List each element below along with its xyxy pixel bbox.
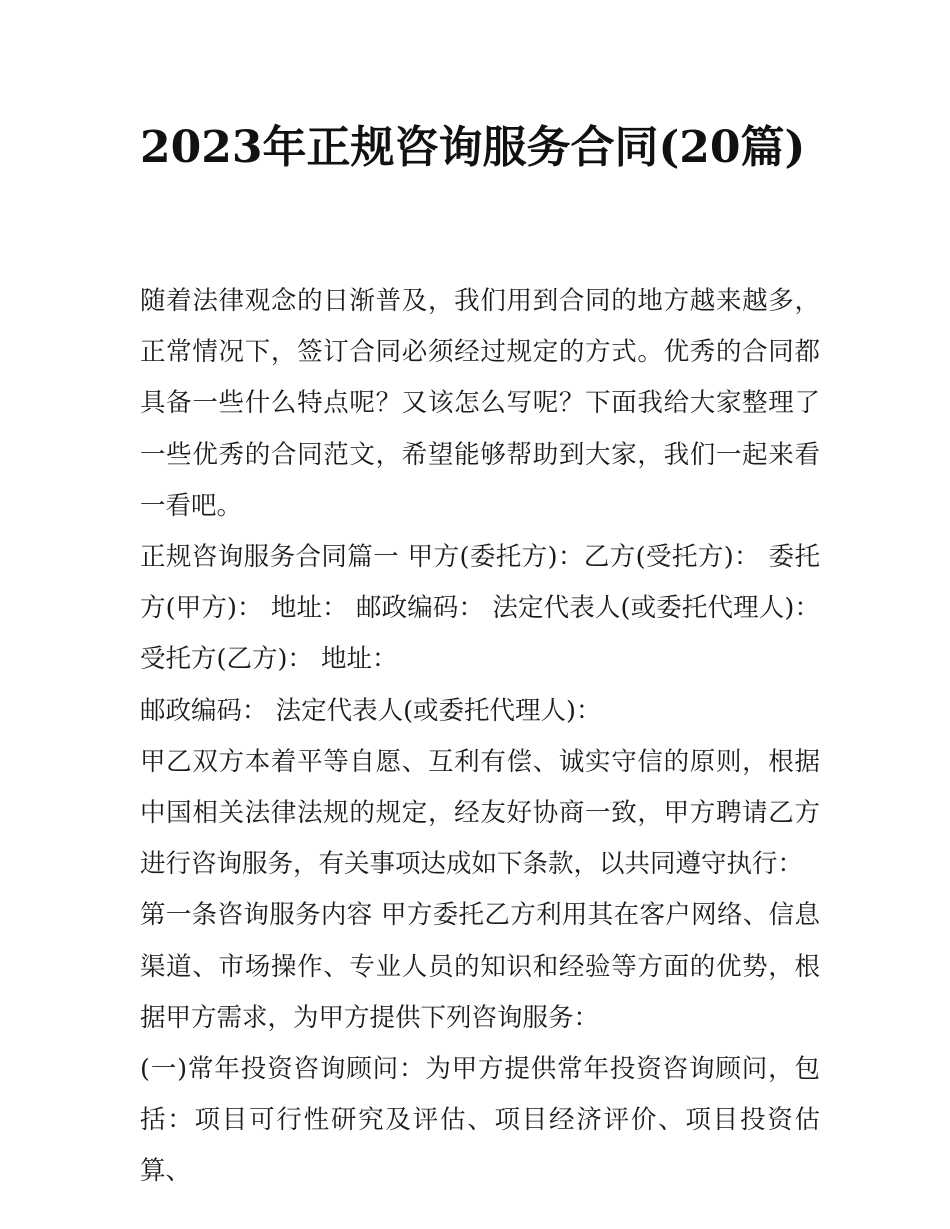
postal-code-paragraph: 邮政编码： 法定代表人(或委托代理人)： bbox=[140, 695, 602, 726]
article-one-paragraph: 第一条咨询服务内容 甲方委托乙方利用其在客户网络、信息渠道、市场操作、专业人员的知识和经验等方面的优势，根据甲方需求，为甲方提供下列咨询服务： bbox=[140, 900, 820, 1033]
agreement-principle-paragraph: 甲乙双方本着平等自愿、互利有偿、诚实守信的原则，根据中国相关法律法规的规定，经友好协商一致，甲方聘请乙方进行咨询服务，有关事项达成如下条款，以共同遵守执行： bbox=[140, 746, 820, 880]
contract-parties-paragraph: 正规咨询服务合同篇一 甲方(委托方)：乙方(受托方)： 委托方(甲方)： 地址： 邮政编码： 法定代表人(或委托代理人)： 受托方(乙方)： 地址： bbox=[140, 542, 820, 675]
document-title: 2023年正规咨询服务合同(20篇) bbox=[140, 122, 806, 173]
item-one-paragraph: (一)常年投资咨询顾问：为甲方提供常年投资咨询顾问，包括：项目可行性研究及评估、项目经济评价、项目投资估算、 bbox=[140, 1054, 820, 1187]
document-body bbox=[140, 276, 820, 1198]
intro-paragraph: 随着法律观念的日渐普及，我们用到合同的地方越来越多，正常情况下，签订合同必须经过规定的方式。优秀的合同都具备一些什么特点呢？又该怎么写呢？下面我给大家整理了一些优秀的合同范文，希望能够帮助到大家，我们一起来看一看吧。 bbox=[140, 286, 820, 521]
